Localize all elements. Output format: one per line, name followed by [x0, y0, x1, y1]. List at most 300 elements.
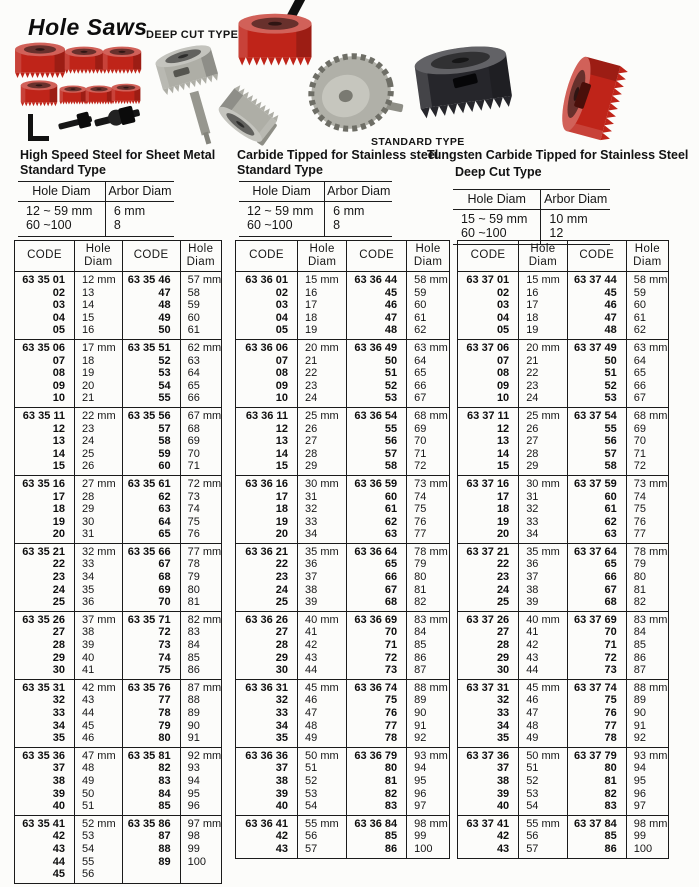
code-cell: 29 [496, 651, 510, 664]
table-row [15, 324, 222, 339]
hole-diam-cell: 54 [519, 800, 568, 815]
code-cell: 10 [275, 392, 289, 405]
table-row [15, 407, 222, 422]
hole-diam-cell: 95 [407, 775, 450, 788]
hole-diam-cell: 100 [180, 856, 221, 869]
hole-diam-cell [180, 868, 221, 883]
code-cell: 17 [496, 490, 510, 503]
hole-diam-cell: 26 [519, 423, 568, 436]
hole-diam-cell: 24 [519, 392, 568, 407]
spec-table [239, 181, 392, 237]
spec-table-tungsten [453, 189, 610, 245]
table-row [458, 475, 669, 490]
hole-diam-cell: 23 [298, 380, 347, 393]
code-table [14, 240, 222, 884]
code-cell: 64 [122, 516, 180, 529]
table-row [15, 843, 222, 856]
code-cell: 24 [275, 583, 289, 596]
hole-diam-cell: 90 [407, 707, 450, 720]
code-cell: 63 37 21 [466, 545, 510, 558]
hole-diam-cell: 31 [75, 528, 123, 543]
hole-diam-cell: 72 [626, 460, 668, 475]
code-cell: 63 37 79 [567, 747, 626, 762]
hole-diam-cell: 46 [75, 732, 123, 747]
code-cell: 62 [567, 516, 626, 529]
code-cell: 19 [52, 515, 66, 528]
table-row [15, 491, 222, 504]
code-block [236, 747, 450, 815]
code-cell: 28 [52, 639, 66, 652]
code-block [458, 339, 669, 407]
code-cell: 80 [567, 762, 626, 775]
code-cell: 63 36 74 [347, 679, 407, 694]
code-cell: 63 36 31 [245, 681, 289, 694]
hole-diam-cell: 40 mm [519, 611, 568, 626]
hole-diam-cell: 57 mm [180, 272, 221, 287]
code-cell: 63 36 79 [347, 747, 407, 762]
table-row [236, 491, 450, 504]
code-cell: 43 [52, 842, 66, 855]
hole-diam-cell: 82 mm [180, 611, 221, 626]
code-cell: 63 35 21 [22, 545, 66, 558]
code-cell: 18 [275, 503, 289, 516]
hole-diam-cell: 97 mm [180, 815, 221, 830]
code-cell: 14 [52, 447, 66, 460]
code-cell: 32 [496, 694, 510, 707]
table-row [236, 367, 450, 380]
code-cell: 13 [52, 435, 66, 448]
hole-diam-cell: 20 mm [519, 339, 568, 354]
code-cell: 86 [567, 843, 626, 858]
hole-diam-cell: 97 [626, 800, 668, 815]
hole-diam-cell: 64 [407, 355, 450, 368]
spec-cell: 8 [105, 219, 174, 237]
small-red-hole-saw-photo [543, 56, 655, 149]
hole-diam-cell: 88 mm [626, 679, 668, 694]
code-cell: 27 [52, 626, 66, 639]
hole-diam-cell: 99 [180, 843, 221, 856]
code-cell: 63 35 56 [122, 407, 180, 422]
table-row [458, 584, 669, 597]
hole-diam-cell: 34 [75, 571, 123, 584]
code-cell: 70 [567, 626, 626, 639]
hole-diam-cell: 75 [626, 503, 668, 516]
code-cell: 55 [347, 423, 407, 436]
disc-cutter-photo [305, 44, 405, 145]
code-cell: 59 [122, 448, 180, 461]
spec-cell: 15 ~ 59 mm [461, 212, 528, 226]
hole-diam-cell: 39 [75, 639, 123, 652]
hole-diam-cell: 53 [519, 788, 568, 801]
table-row [15, 800, 222, 815]
code-table-header-cell: Hole Diam [298, 241, 347, 272]
table-row [458, 324, 669, 339]
spec-header-cell: Arbor Diam [541, 190, 610, 210]
hole-diam-cell: 18 [519, 312, 568, 325]
hole-diam-cell: 29 [75, 503, 123, 516]
code-table-header-cell: Hole Diam [519, 241, 568, 272]
code-table-header-cell: Hole Diam [75, 241, 123, 272]
code-cell: 63 36 21 [245, 545, 289, 558]
hole-diam-cell: 22 mm [75, 407, 123, 422]
code-cell: 39 [275, 787, 289, 800]
code-cell: 27 [275, 626, 289, 639]
code-cell: 51 [347, 367, 407, 380]
code-cell: 65 [122, 528, 180, 543]
table-row [15, 596, 222, 611]
code-cell: 43 [496, 842, 510, 855]
code-cell: 51 [567, 367, 626, 380]
hole-diam-cell: 67 [407, 392, 450, 407]
code-table-tungsten [457, 240, 669, 859]
code-cell: 63 36 16 [245, 477, 289, 490]
code-cell: 63 36 01 [245, 274, 289, 286]
code-cell: 58 [567, 460, 626, 475]
code-cell: 65 [567, 558, 626, 571]
hole-diam-cell: 80 [407, 571, 450, 584]
hole-diam-cell: 39 [519, 596, 568, 611]
hole-diam-cell: 69 [407, 423, 450, 436]
code-table-header-cell: CODE [567, 241, 626, 272]
hole-diam-cell: 50 mm [298, 747, 347, 762]
hole-diam-cell: 24 [75, 435, 123, 448]
hole-diam-cell: 94 [407, 762, 450, 775]
code-cell: 73 [122, 639, 180, 652]
code-cell: 89 [122, 856, 180, 869]
code-cell: 23 [52, 571, 66, 584]
code-cell: 68 [347, 596, 407, 611]
hole-diam-cell: 37 mm [75, 611, 123, 626]
spec-row [18, 202, 174, 219]
table-row [458, 367, 669, 380]
code-cell: 53 [122, 367, 180, 380]
hole-diam-cell: 25 [75, 448, 123, 461]
hole-diam-cell: 66 [180, 392, 221, 407]
table-row [15, 272, 222, 287]
code-block [236, 407, 450, 475]
hole-diam-cell: 26 [298, 423, 347, 436]
spec-cell: 6 mm [105, 202, 174, 219]
hole-diam-cell: 91 [626, 720, 668, 733]
hole-diam-cell: 59 [180, 299, 221, 312]
code-cell: 45 [567, 287, 626, 300]
hole-diam-cell: 68 [180, 423, 221, 436]
hole-diam-cell: 87 [626, 664, 668, 679]
code-cell: 02 [496, 286, 510, 299]
table-row [458, 815, 669, 830]
code-cell: 63 35 36 [22, 749, 66, 762]
code-cell: 63 36 44 [347, 272, 407, 287]
hole-diam-cell: 52 mm [75, 815, 123, 830]
table-row [15, 856, 222, 869]
code-cell: 75 [567, 694, 626, 707]
code-cell: 68 [567, 596, 626, 611]
hole-diam-cell: 32 mm [75, 543, 123, 558]
code-cell: 34 [52, 719, 66, 732]
code-cell: 04 [275, 311, 289, 324]
hole-diam-cell: 93 mm [407, 747, 450, 762]
code-cell: 07 [496, 354, 510, 367]
spec-cell: 6 mm [325, 202, 392, 219]
hole-diam-cell: 46 [298, 694, 347, 707]
code-cell: 63 37 64 [567, 543, 626, 558]
hole-diam-cell: 20 mm [298, 339, 347, 354]
hole-diam-cell: 55 mm [519, 815, 568, 830]
carbide-cutter-photo [210, 82, 302, 153]
table-row [15, 558, 222, 571]
code-cell: 56 [567, 435, 626, 448]
code-table-header-cell: CODE [347, 241, 407, 272]
hole-diam-cell: 33 [75, 558, 123, 571]
code-cell: 08 [52, 367, 66, 380]
code-cell: 63 36 11 [245, 409, 289, 422]
hole-diam-cell: 21 [519, 355, 568, 368]
hole-diam-cell: 98 mm [407, 815, 450, 830]
table-row [458, 775, 669, 788]
code-cell: 38 [275, 774, 289, 787]
code-cell: 07 [275, 354, 289, 367]
code-cell: 87 [122, 830, 180, 843]
code-block [458, 679, 669, 747]
hole-diam-cell: 30 mm [519, 475, 568, 490]
code-block [458, 747, 669, 815]
code-cell: 63 35 01 [22, 274, 66, 286]
spec-cell: 12 ~ 59 mm [247, 204, 314, 218]
hole-diam-cell: 36 [519, 558, 568, 571]
spec-table-carbide [239, 181, 392, 237]
code-cell: 37 [496, 762, 510, 775]
table-row [15, 435, 222, 448]
hole-diam-cell: 87 [407, 664, 450, 679]
code-cell: 63 [567, 528, 626, 543]
hole-diam-cell: 83 [180, 626, 221, 639]
code-cell: 22 [275, 558, 289, 571]
code-cell: 66 [347, 571, 407, 584]
code-cell: 52 [347, 380, 407, 393]
code-cell: 52 [567, 380, 626, 393]
code-cell: 67 [567, 584, 626, 597]
hole-diam-cell: 64 [626, 355, 668, 368]
table-row [15, 423, 222, 436]
table-row [15, 664, 222, 679]
hole-diam-cell: 51 [75, 800, 123, 815]
table-row [458, 830, 669, 843]
table-row [458, 407, 669, 422]
code-cell: 05 [496, 324, 510, 337]
hole-diam-cell: 93 mm [626, 747, 668, 762]
code-cell: 58 [122, 435, 180, 448]
code-cell: 28 [496, 639, 510, 652]
table-row [15, 788, 222, 801]
code-cell: 02 [275, 286, 289, 299]
code-cell: 19 [275, 515, 289, 528]
code-block [15, 747, 222, 815]
hole-diam-cell: 73 mm [407, 475, 450, 490]
table-row [458, 747, 669, 762]
code-cell: 66 [567, 571, 626, 584]
hole-diam-cell: 75 [407, 503, 450, 516]
table-row [236, 707, 450, 720]
table-row [458, 287, 669, 300]
code-table-carbide [235, 240, 450, 859]
hole-diam-cell: 90 [180, 720, 221, 733]
hole-diam-cell: 86 [407, 652, 450, 665]
table-row [15, 392, 222, 407]
table-row [236, 392, 450, 407]
hole-diam-cell: 29 [298, 460, 347, 475]
code-cell: 63 37 16 [466, 477, 510, 490]
code-block [236, 679, 450, 747]
code-block [458, 815, 669, 858]
hole-diam-cell: 27 mm [75, 475, 123, 490]
code-cell: 50 [122, 324, 180, 339]
hole-diam-cell: 28 [519, 448, 568, 461]
hole-diam-cell: 67 mm [180, 407, 221, 422]
code-cell: 29 [52, 651, 66, 664]
spec-row [239, 202, 392, 219]
code-cell: 39 [52, 787, 66, 800]
section-title-carbide-1: Carbide Tipped for Stainless steel [237, 148, 439, 162]
code-cell [122, 868, 180, 883]
table-row [236, 543, 450, 558]
hole-diam-cell: 39 [298, 596, 347, 611]
code-cell: 63 37 49 [567, 339, 626, 354]
hole-diam-cell: 40 [75, 652, 123, 665]
hole-saw-set-photo [14, 36, 144, 147]
table-row [236, 679, 450, 694]
hole-diam-cell: 94 [180, 775, 221, 788]
hole-diam-cell: 30 [75, 516, 123, 529]
page-title: Hole Saws [28, 14, 148, 40]
code-cell: 03 [496, 299, 510, 312]
code-cell: 17 [275, 490, 289, 503]
spec-row [239, 219, 392, 237]
hole-diam-cell: 19 [298, 324, 347, 339]
hole-diam-cell: 56 [519, 830, 568, 843]
spec-row [453, 210, 610, 227]
code-cell: 08 [275, 367, 289, 380]
hole-diam-cell: 60 [626, 299, 668, 312]
code-cell: 78 [347, 732, 407, 747]
code-table-header-cell: CODE [470, 249, 506, 262]
code-cell: 29 [275, 651, 289, 664]
hole-diam-cell: 50 [75, 788, 123, 801]
table-row [15, 720, 222, 733]
hole-diam-cell: 45 mm [519, 679, 568, 694]
table-row [236, 639, 450, 652]
hole-diam-cell: 21 [298, 355, 347, 368]
table-row [458, 380, 669, 393]
spec-header-row [239, 182, 392, 202]
hole-diam-cell: 15 [75, 312, 123, 325]
hole-diam-cell: 47 mm [75, 747, 123, 762]
hole-diam-cell: 52 [298, 775, 347, 788]
table-row [15, 652, 222, 665]
code-cell: 63 36 84 [347, 815, 407, 830]
hole-diam-cell: 72 mm [180, 475, 221, 490]
table-row [15, 355, 222, 368]
code-block [15, 543, 222, 611]
hole-diam-cell: 82 [407, 596, 450, 611]
hole-diam-cell: 83 mm [407, 611, 450, 626]
hole-diam-cell: 95 [626, 775, 668, 788]
code-cell: 37 [52, 762, 66, 775]
hole-diam-cell: 12 mm [75, 272, 123, 287]
code-cell: 72 [347, 652, 407, 665]
code-cell: 47 [122, 287, 180, 300]
code-cell: 63 35 41 [22, 817, 66, 830]
table-row [236, 312, 450, 325]
code-cell: 77 [347, 720, 407, 733]
hole-diam-cell: 22 [298, 367, 347, 380]
table-row [236, 287, 450, 300]
hole-diam-cell: 79 [180, 571, 221, 584]
hole-diam-cell: 32 [519, 503, 568, 516]
code-cell: 57 [347, 448, 407, 461]
table-row [15, 762, 222, 775]
code-cell: 22 [52, 558, 66, 571]
code-cell: 60 [122, 460, 180, 475]
code-cell: 63 37 74 [567, 679, 626, 694]
hole-diam-cell: 79 [626, 558, 668, 571]
code-cell: 67 [347, 584, 407, 597]
code-cell: 63 37 44 [567, 272, 626, 287]
code-cell: 32 [52, 694, 66, 707]
hole-diam-cell: 43 [519, 652, 568, 665]
code-cell: 63 [122, 503, 180, 516]
code-table-header-cell: Hole Diam [180, 241, 221, 272]
table-row [236, 732, 450, 747]
table-row [236, 788, 450, 801]
spec-cell: 60 ~100 [247, 217, 293, 232]
hole-diam-cell: 28 [75, 491, 123, 504]
table-row [236, 460, 450, 475]
hole-diam-cell: 16 [75, 324, 123, 339]
table-row [458, 732, 669, 747]
table-row [458, 626, 669, 639]
code-table-header-cell: CODE [122, 241, 180, 272]
hole-diam-cell: 54 [75, 843, 123, 856]
code-cell: 55 [567, 423, 626, 436]
code-cell: 63 35 16 [22, 477, 66, 490]
code-block [15, 272, 222, 340]
section-title-tungsten-2: Deep Cut Type [455, 165, 542, 179]
code-cell: 63 37 84 [567, 815, 626, 830]
hole-diam-cell: 41 [75, 664, 123, 679]
table-row [236, 762, 450, 775]
code-cell: 15 [496, 460, 510, 473]
hole-diam-cell: 29 [519, 460, 568, 475]
hole-diam-cell: 88 mm [407, 679, 450, 694]
code-cell: 03 [52, 299, 66, 312]
hole-diam-cell: 80 [626, 571, 668, 584]
code-cell: 25 [275, 596, 289, 609]
code-cell: 27 [496, 626, 510, 639]
code-cell: 33 [52, 707, 66, 719]
code-cell: 53 [567, 392, 626, 407]
code-table-header-row [15, 241, 222, 272]
table-row [458, 639, 669, 652]
code-cell: 28 [275, 639, 289, 652]
code-cell: 30 [275, 664, 289, 677]
table-row [236, 475, 450, 490]
hole-diam-cell: 87 mm [180, 679, 221, 694]
hole-diam-cell: 89 [626, 694, 668, 707]
hole-diam-cell: 52 [519, 775, 568, 788]
standard-type-label: STANDARD TYPE [371, 136, 465, 148]
hole-diam-cell: 56 [75, 868, 123, 883]
code-cell: 10 [52, 392, 66, 405]
